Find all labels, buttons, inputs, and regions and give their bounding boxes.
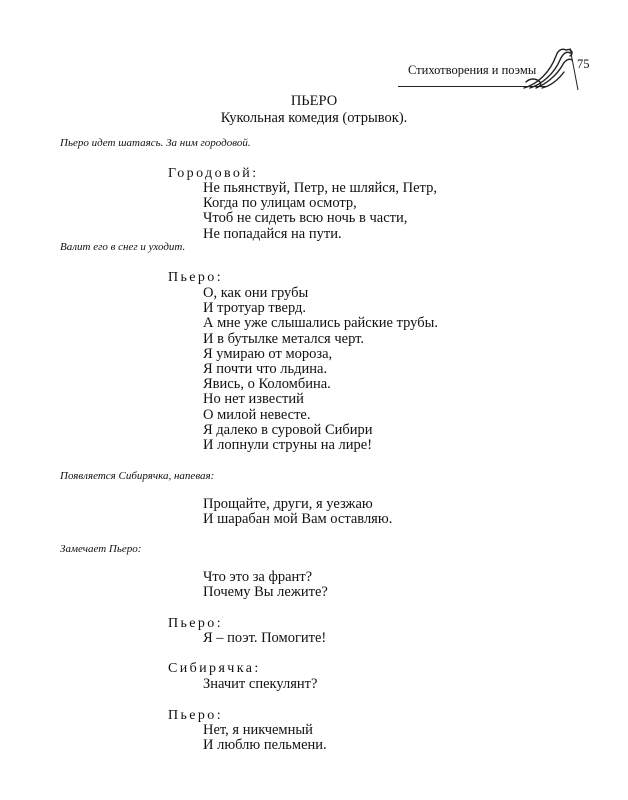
speaker-name: Городовой: [168, 166, 259, 181]
verse-line: Я – поэт. Помогите! [203, 630, 327, 646]
verse-line: И тротуар тверд. [203, 300, 307, 317]
verse-line: Чтоб не сидеть всю ночь в части, [203, 210, 408, 227]
running-header-title: Стихотворения и поэмы [408, 63, 537, 77]
verse-line: Не пьянствуй, Петр, не шляйся, Петр, [203, 180, 437, 196]
verse-block [203, 631, 326, 646]
verse-line: Нет, я никчемный [203, 722, 313, 738]
verse-line: О, как они грубы [203, 285, 309, 301]
speaker-name: Пьеро: [168, 616, 223, 631]
verse-line: Что это за франт? [203, 569, 313, 585]
play-title: ПЬЕРО [290, 93, 338, 109]
stage-direction: Появляется Сибирячка, напевая: [60, 470, 215, 482]
verse-line: И лопнули струны на лире! [203, 437, 373, 454]
verse-block [203, 181, 437, 242]
stage-direction: Валит его в снег и уходит. [60, 241, 186, 253]
verse-line: А мне уже слышались райские трубы. [203, 315, 438, 332]
stage-direction: Пьеро идет шатаясь. За ним городовой. [60, 137, 251, 149]
speaker-name: Сибирячка: [168, 661, 261, 676]
stage-direction: Замечает Пьеро: [60, 543, 142, 555]
verse-line: Явись, о Коломбина. [203, 376, 331, 393]
verse-block [203, 677, 317, 692]
verse-line: И шарабан мой Вам оставляю. [203, 511, 393, 528]
verse-line: Не попадайся на пути. [203, 225, 342, 242]
verse-block [203, 497, 392, 527]
verse-block [203, 723, 327, 753]
verse-line: Значит спекулянт? [203, 676, 318, 692]
verse-line: Когда по улицам осмотр, [203, 195, 357, 212]
verse-line: Я умираю от мороза, [203, 345, 333, 362]
verse-line: Почему Вы лежите? [203, 584, 328, 601]
speaker-name: Пьеро: [168, 708, 223, 723]
verse-line: И в бутылке метался черт. [203, 330, 365, 347]
verse-line: И люблю пельмени. [203, 737, 327, 754]
verse-block [203, 286, 438, 453]
speaker-name: Пьеро: [168, 270, 223, 285]
header-rule [398, 86, 548, 87]
verse-line: Прощайте, други, я уезжаю [203, 496, 373, 512]
play-subtitle: Кукольная комедия (отрывок). [220, 110, 408, 126]
verse-line: О милой невесте. [203, 406, 311, 423]
page-number: 75 [577, 57, 590, 71]
verse-line: Я почти что льдина. [203, 361, 328, 378]
verse-line: Я далеко в суровой Сибири [203, 421, 373, 438]
verse-line: Но нет известий [203, 391, 304, 408]
verse-block [203, 570, 328, 600]
